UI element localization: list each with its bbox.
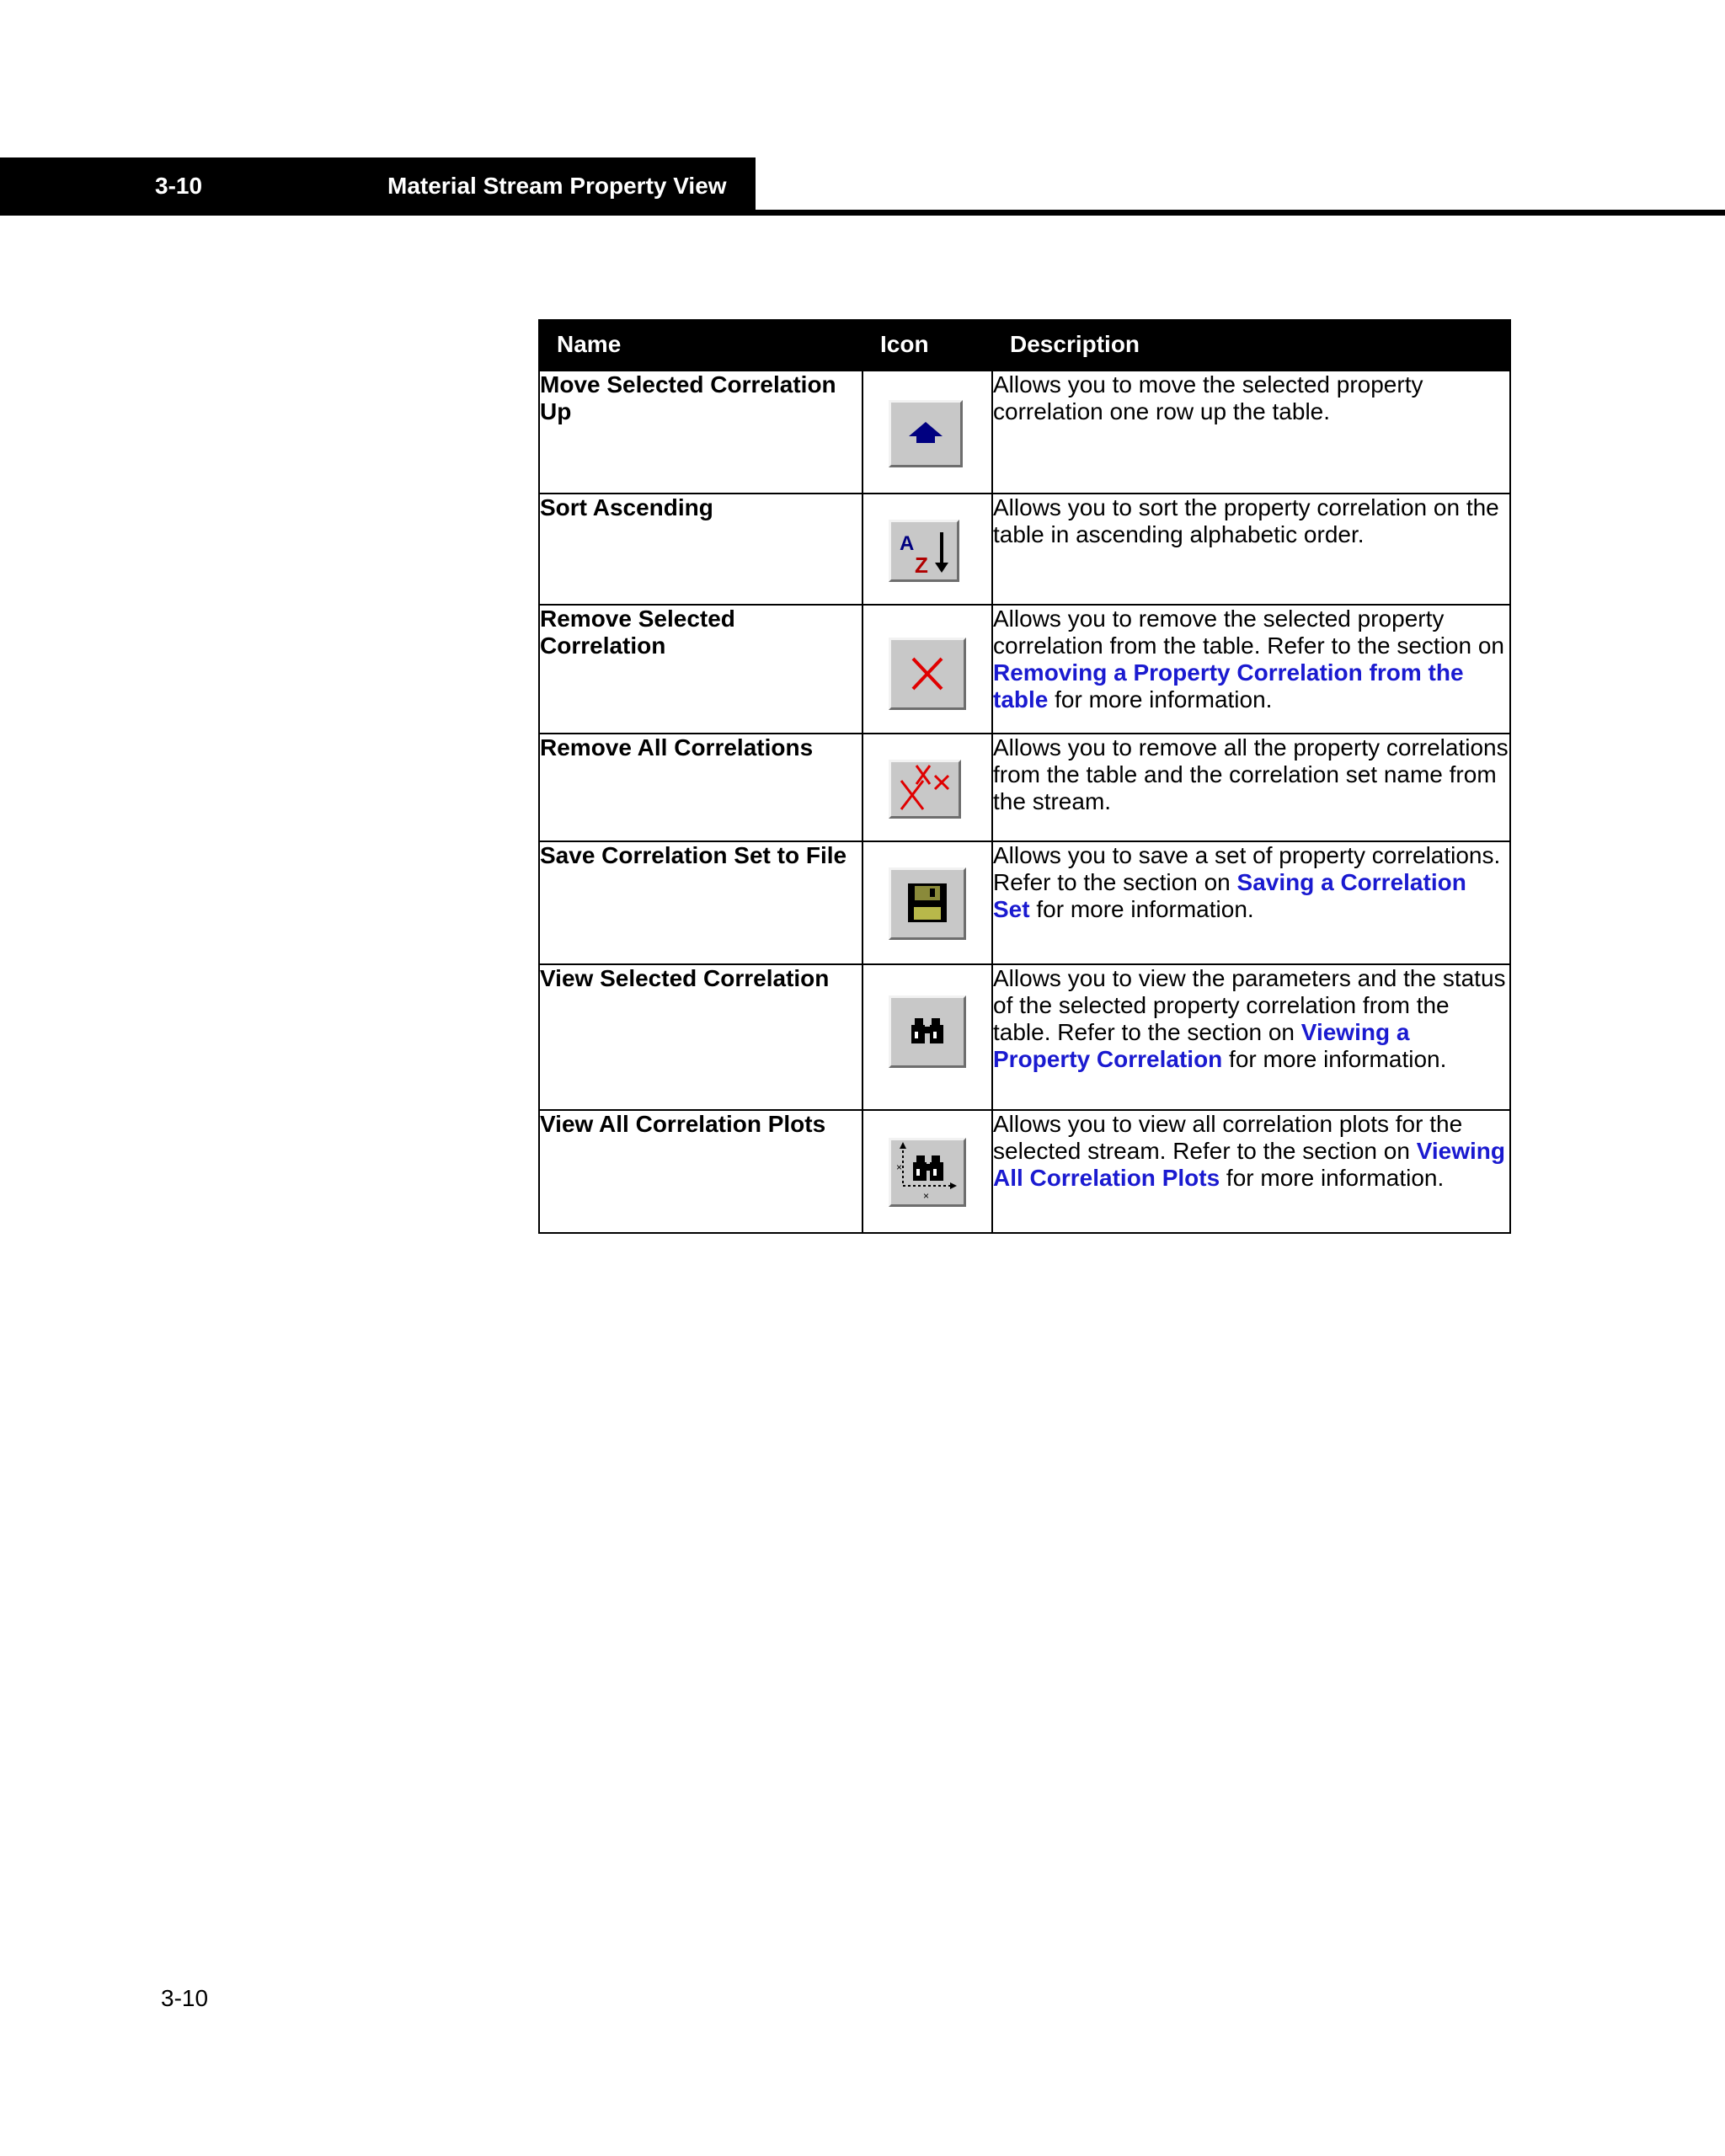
row-name: View All Correlation Plots (539, 1110, 862, 1233)
up-arrow-icon (891, 403, 960, 465)
floppy-disk-icon (891, 870, 964, 937)
red-x-icon (891, 640, 964, 707)
remove-selected-button[interactable] (889, 638, 966, 710)
header-page-number: 3-10 (155, 173, 203, 199)
row-name: Sort Ascending (539, 494, 862, 605)
row-name: Save Correlation Set to File (539, 841, 862, 964)
view-all-plots-button[interactable] (889, 1138, 966, 1207)
description-link[interactable]: Saving a Correlation Set (993, 869, 1466, 922)
header-section-title: Material Stream Property View (387, 173, 727, 199)
save-correlation-button[interactable] (889, 867, 966, 940)
table-row (539, 494, 1510, 605)
row-description: Allows you to view all correlation plots for the selected stream. Refer to the section on Viewing All Correlation Plots for more information. (992, 1110, 1510, 1233)
row-description: Allows you to remove the selected property correlation from the table. Refer to the section on Removing a Property Correlation from the table for more information. (992, 605, 1510, 734)
row-name: Remove Selected Correlation (539, 605, 862, 734)
move-up-button[interactable] (889, 400, 963, 467)
table-row (539, 605, 1510, 734)
view-selected-button[interactable] (889, 995, 966, 1068)
row-name: Move Selected Correlation Up (539, 371, 862, 494)
row-description: Allows you to sort the property correlation on the table in ascending alphabetic order. (992, 494, 1510, 605)
description-link[interactable]: Viewing a Property Correlation (993, 1019, 1410, 1072)
row-description: Allows you to remove all the property correlations from the table and the correlation set name from the stream. (992, 734, 1510, 841)
row-icon-cell (862, 1110, 992, 1233)
header-rule (0, 210, 1725, 216)
description-link[interactable]: Viewing All Correlation Plots (993, 1138, 1505, 1191)
row-icon-cell (862, 734, 992, 841)
svg-text:A: A (900, 532, 915, 555)
binoculars-plot-icon (891, 1140, 964, 1204)
table-row (539, 734, 1510, 841)
sort-ascending-button[interactable] (889, 520, 959, 582)
row-icon-cell (862, 494, 992, 605)
row-description: Allows you to save a set of property correlations. Refer to the section on Saving a Correlation Set for more information. (992, 841, 1510, 964)
column-header-icon: Icon (862, 320, 992, 371)
row-icon-cell (862, 605, 992, 734)
table-row (539, 964, 1510, 1110)
row-description: Allows you to move the selected property correlation one row up the table. (992, 371, 1510, 494)
row-name: Remove All Correlations (539, 734, 862, 841)
icon-reference-table (538, 319, 1511, 1234)
remove-all-icon (891, 762, 959, 816)
svg-text:×: × (923, 1190, 930, 1202)
table-row (539, 1110, 1510, 1233)
table-header-row (539, 320, 1510, 371)
table-row (539, 841, 1510, 964)
row-name: View Selected Correlation (539, 964, 862, 1110)
svg-text:×: × (896, 1161, 903, 1173)
row-description: Allows you to view the parameters and the status of the selected property correlation from the table. Refer to the section on Viewing a Property Correlation for more information. (992, 964, 1510, 1110)
row-icon-cell (862, 964, 992, 1110)
remove-all-button[interactable] (889, 760, 961, 819)
column-header-name: Name (539, 320, 862, 371)
description-link[interactable]: Removing a Property Correlation from the table (993, 659, 1464, 712)
table-row (539, 371, 1510, 494)
sort-ascending-icon (891, 522, 957, 579)
row-icon-cell (862, 841, 992, 964)
svg-text:Z: Z (915, 552, 928, 578)
binoculars-icon (891, 998, 964, 1065)
column-header-description: Description (992, 320, 1510, 371)
row-icon-cell (862, 371, 992, 494)
footer-page-number: 3-10 (161, 1985, 209, 2011)
